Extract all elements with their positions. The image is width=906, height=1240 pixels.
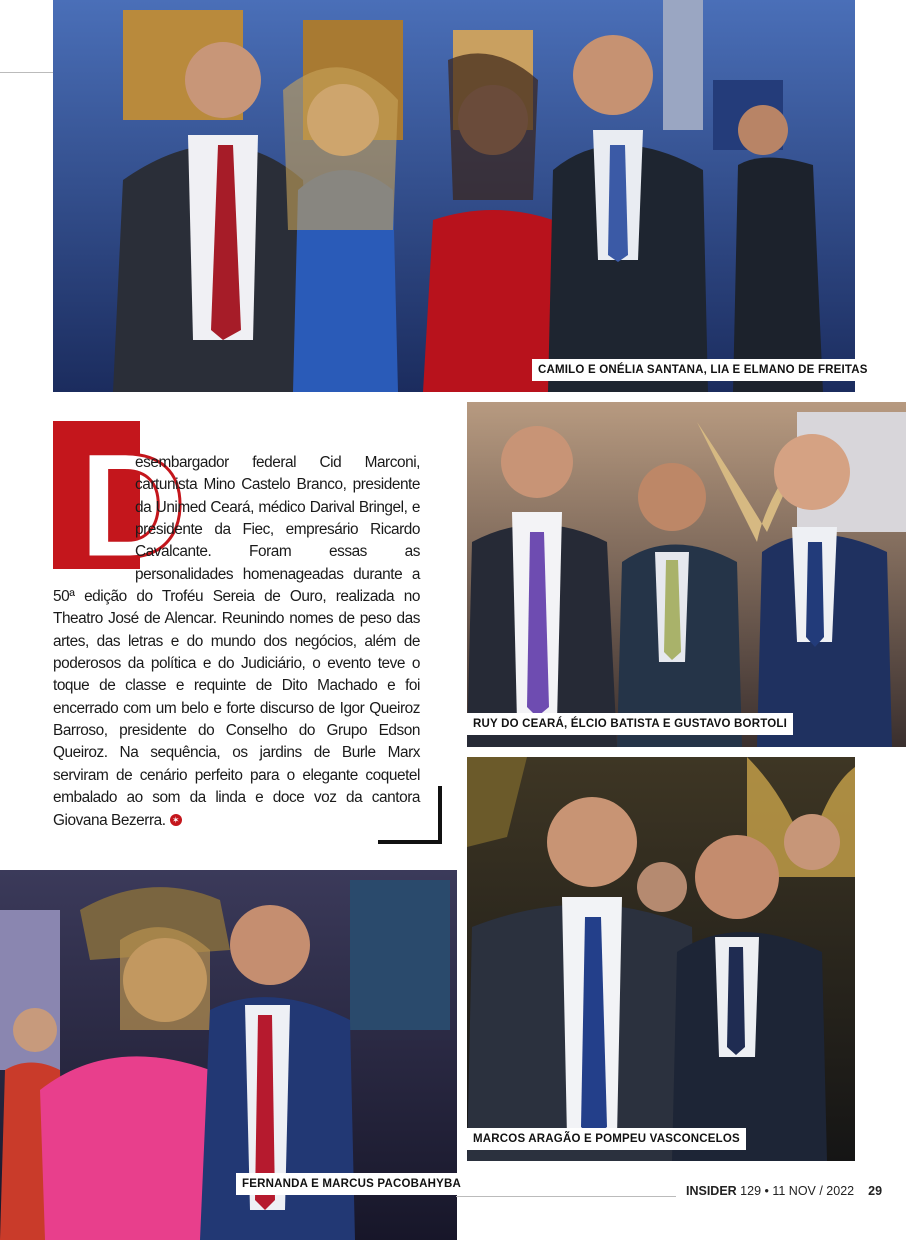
issue-info: 129 • 11 NOV / 2022 <box>736 1184 855 1198</box>
photo-marcos-pompeu <box>467 757 855 1161</box>
caption-middle-right: RUY DO CEARÁ, ÉLCIO BATISTA E GUSTAVO BORTOLI <box>467 713 793 735</box>
footer <box>686 1184 882 1198</box>
caption-bottom-left: FERNANDA E MARCUS PACOBAHYBA <box>236 1173 467 1195</box>
page-number: 29 <box>868 1184 883 1198</box>
magazine-name: INSIDER <box>686 1184 737 1198</box>
footer-rule <box>456 1196 676 1197</box>
photo-ruy-elcio-gustavo <box>467 402 906 747</box>
end-mark-icon: ✶ <box>170 814 182 826</box>
photo-illustration <box>467 402 906 747</box>
article-body-text: esembargador federal Cid Marconi, cartunista Mino Castelo Branco, presidente da Unimed Ceará, médico Darival Bringel, e presidente da Fiec, empresário Ricardo Cavalcante. Foram essas as personalidades homenageadas durante a 50ª edição do Troféu Sereia de Ouro, realizada no Theatro José de Alencar. Reunindo nomes de peso das artes, das letras e do mundo dos negócios, além de poderosos da política e do Judiciário, o evento teve o toque de classe e requinte de Dito Machado e foi encerrado com um belo e forte discurso de Igor Queiroz Barroso, presidente do Conselho do Grupo Edson Queiroz. Na sequência, os jardins de Burle Marx serviram de cenário perfeito para o elegante coquetel embalado ao som da linda e doce voz da cantora Giovana Bezerra. <box>53 454 420 829</box>
drop-cap: D <box>78 421 187 589</box>
corner-bracket-horizontal <box>378 840 442 844</box>
caption-bottom-right: MARCOS ARAGÃO E POMPEU VASCONCELOS <box>467 1128 746 1150</box>
margin-rule <box>0 72 54 73</box>
article-body <box>53 452 420 832</box>
corner-bracket-vertical <box>438 786 442 844</box>
photo-illustration <box>467 757 855 1161</box>
drop-cap-spacer <box>53 452 135 564</box>
photo-illustration <box>53 0 855 392</box>
caption-top: CAMILO E ONÉLIA SANTANA, LIA E ELMANO DE FREITAS <box>532 359 874 381</box>
photo-camilo-onelia-lia-elmano <box>53 0 855 392</box>
